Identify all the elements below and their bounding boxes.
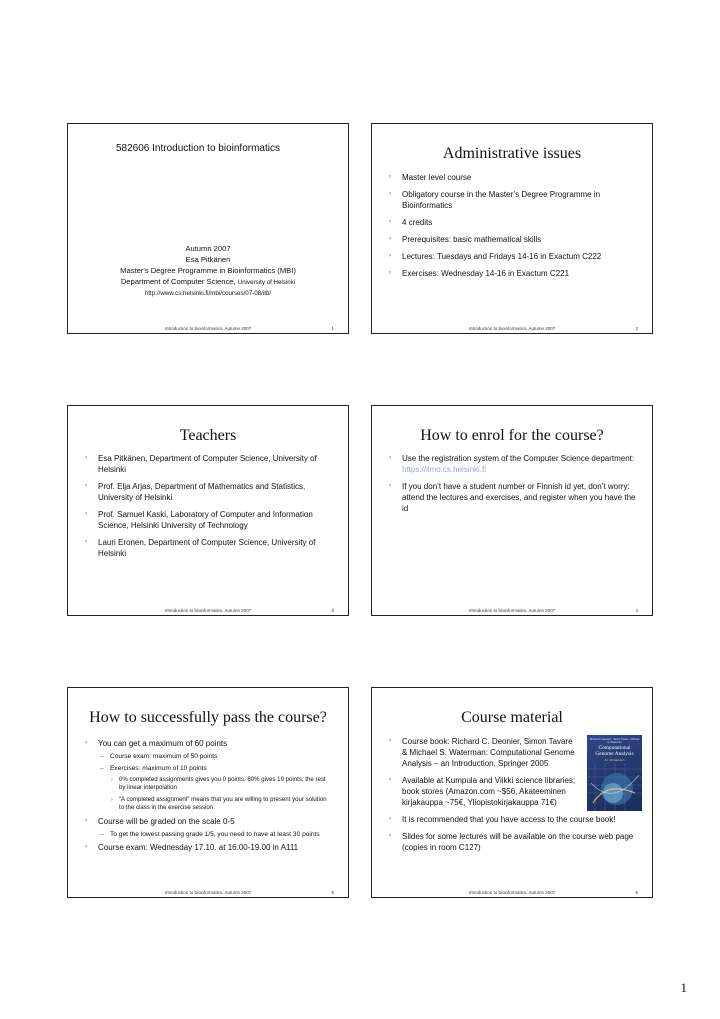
list-item: › Prof. Elja Arjas, Department of Mathematics and Statistics, University of Helsinki [84, 481, 336, 503]
list-item: › Lauri Eronen, Department of Computer Science, University of Helsinki [84, 537, 336, 559]
list-item: › Course exam: Wednesday 17.10. at 16.00-19.00 in A111 [84, 842, 330, 853]
list-item: › Available at Kumpula and Viikki science libraries; book stores (Amazon.com ~$56, Akateeminen kirjakauppa ~75€, Yliopistokirjakauppa 71€) [388, 775, 576, 808]
cover-art-graphic [587, 763, 642, 811]
sub-item: – Exercises: maximum of 10 points › 0% completed assignments gives you 0 points, 80% gives 10 points, the rest by linear interpolation › “A completed assignment” means that you are willing to present your solution to the class in the exercise session [98, 764, 330, 813]
slide-title: Teachers [179, 427, 237, 444]
lecturer: Esa Pitkänen [185, 255, 231, 264]
slide-title: Course material [461, 709, 563, 726]
page-number: 1 [680, 980, 687, 995]
list-item: › Lectures: Tuesdays and Fridays 14-16 in Exactum C222 [388, 251, 640, 262]
list-item: › Prof. Samuel Kaski, Laboratory of Computer and Information Science, Helsinki University of Technology [84, 509, 336, 531]
sub-sub-item: › 0% completed assignments gives you 0 points, 80% gives 10 points, the rest by linear interpolation [110, 776, 330, 793]
list-item: › Obligatory course in the Master’s Degree Programme in Bioinformatics [388, 189, 640, 211]
list-item: › You can get a maximum of 60 points – Course exam: maximum of 50 points – Exercises: maximum of 10 points › 0% completed assignments gives you 0 points, 80% gives 10 points, the rest by linear interpolation › “A completed assignment” means that you are willing to present your solution to the class in the exercise session [84, 738, 330, 813]
bullet-list [388, 453, 640, 520]
list-item: › Use the registration system of the Computer Science department: https://ilmo.cs.helsinki.fi [388, 453, 640, 475]
registration-link[interactable]: https://ilmo.cs.helsinki.fi [402, 465, 487, 474]
slide-5: How to successfully pass the course? › You can get a maximum of 60 points – Course exam: maximum of 50 points – Exercises: maximum of 10 points › 0% completed assignments gives you 0 points, 80% gives 10 points, the rest by linear interpolation › “A completed assignment” means that you are willing to present your solution to the class in the exercise session › Course will be graded on the scale 0-5 – To get the lowest passing grade 1/5, you need to have at least 30 points › Course exam: Wednesday 17.10. at 16.00-19.00 in A111 Introduction to bioinformatics, Autumn 2007 5 [67, 687, 349, 898]
course-title: 582606 Introduction to bioinformatics [116, 143, 280, 154]
course-url[interactable]: http://www.cs.helsinki.fi/mbi/courses/07-08/itb/ [144, 290, 272, 297]
slide-6: Course material › Course book: Richard C. Deonier, Simon Tavare & Michael S. Waterman: Computational Genome Analysis – an Introduction, Springer 2005 › Available at Kumpula and Viikki science libraries; book stores (Amazon.com ~$56, Akateeminen kirjakauppa ~75€, Yliopistokirjakauppa 71€) › It is recommended that you have access to the course book! › Slides for some lectures will be available on the course web page (copies in room C127) Richard C. Deonier · Simon Tavaré · Michael S. Waterman Computational Genome Analysis An Introduction Introduction to bioinformatics, Autumn 2007 6 [371, 687, 653, 898]
list-item: › Course will be graded on the scale 0-5 – To get the lowest passing grade 1/5, you need to have at least 30 points [84, 816, 330, 839]
slide-title: Administrative issues [442, 145, 582, 162]
slide-3: Teachers › Esa Pitkänen, Department of Computer Science, University of Helsinki › Prof. Elja Arjas, Department of Mathematics and Statistics, University of Helsinki › Prof. Samuel Kaski, Laboratory of Computer and Information Science, Helsinki University of Technology › Lauri Eronen, Department of Computer Science, University of Helsinki Introduction to bioinformatics, Autumn 2007 3 [67, 405, 349, 616]
bullet-list [84, 738, 330, 859]
sub-item: – To get the lowest passing grade 1/5, you need to have at least 30 points [98, 830, 330, 839]
book-cover-image: Richard C. Deonier · Simon Tavaré · Michael S. Waterman Computational Genome Analysis An Introduction [587, 735, 642, 811]
slide-title: How to successfully pass the course? [89, 709, 327, 726]
list-item: › It is recommended that you have access to the course book! [388, 814, 640, 825]
list-item: › 4 credits [388, 217, 640, 228]
bullet-list [84, 453, 336, 565]
sub-item: – Course exam: maximum of 50 points [98, 752, 330, 761]
list-item: › If you don’t have a student number or Finnish id yet, don’t worry: attend the lectures and exercises, and register when you have the id [388, 481, 640, 514]
course-info [68, 243, 348, 299]
list-item: › Slides for some lectures will be available on the course web page (copies in room C127) [388, 831, 640, 853]
semester: Autumn 2007 [185, 244, 231, 253]
slide-1: 582606 Introduction to bioinformatics Autumn 2007 Esa Pitkänen Master's Degree Programme in Bioinformatics (MBI) Department of Computer Science, University of Helsinki http://www.cs.helsinki.fi/mbi/courses/07-08/itb/ Introduction to bioinformatics, Autumn 2007 1 [67, 123, 349, 334]
programme: Master's Degree Programme in Bioinformatics (MBI) [120, 266, 296, 275]
list-item: › Master level course [388, 172, 640, 183]
sub-sub-item: › “A completed assignment” means that you are willing to present your solution to the class in the exercise session [110, 796, 330, 813]
list-item: › Course book: Richard C. Deonier, Simon Tavare & Michael S. Waterman: Computational Genome Analysis – an Introduction, Springer 2005 [388, 736, 576, 769]
slide-2: Administrative issues › Master level course › Obligatory course in the Master’s Degree Programme in Bioinformatics › 4 credits › Prerequisites: basic mathematical skills › Lectures: Tuesdays and Fridays 14-16 in Exactum C222 › Exercises: Wednesday 14-16 in Exactum C221 Introduction to bioinformatics, Autumn 2007 2 [371, 123, 653, 334]
list-item: › Exercises: Wednesday 14-16 in Exactum C221 [388, 268, 640, 279]
list-item: › Esa Pitkänen, Department of Computer Science, University of Helsinki [84, 453, 336, 475]
bullet-list [388, 172, 640, 285]
slide-4: How to enrol for the course? › Use the registration system of the Computer Science department: https://ilmo.cs.helsinki.fi › If you don’t have a student number or Finnish id yet, don’t worry: attend the lectures and exercises, and register when you have the id Introduction to bioinformatics, Autumn 2007 4 [371, 405, 653, 616]
list-item: › Prerequisites: basic mathematical skills [388, 234, 640, 245]
department: Department of Computer Science, University of Helsinki [120, 277, 296, 286]
slide-title: How to enrol for the course? [420, 427, 604, 444]
